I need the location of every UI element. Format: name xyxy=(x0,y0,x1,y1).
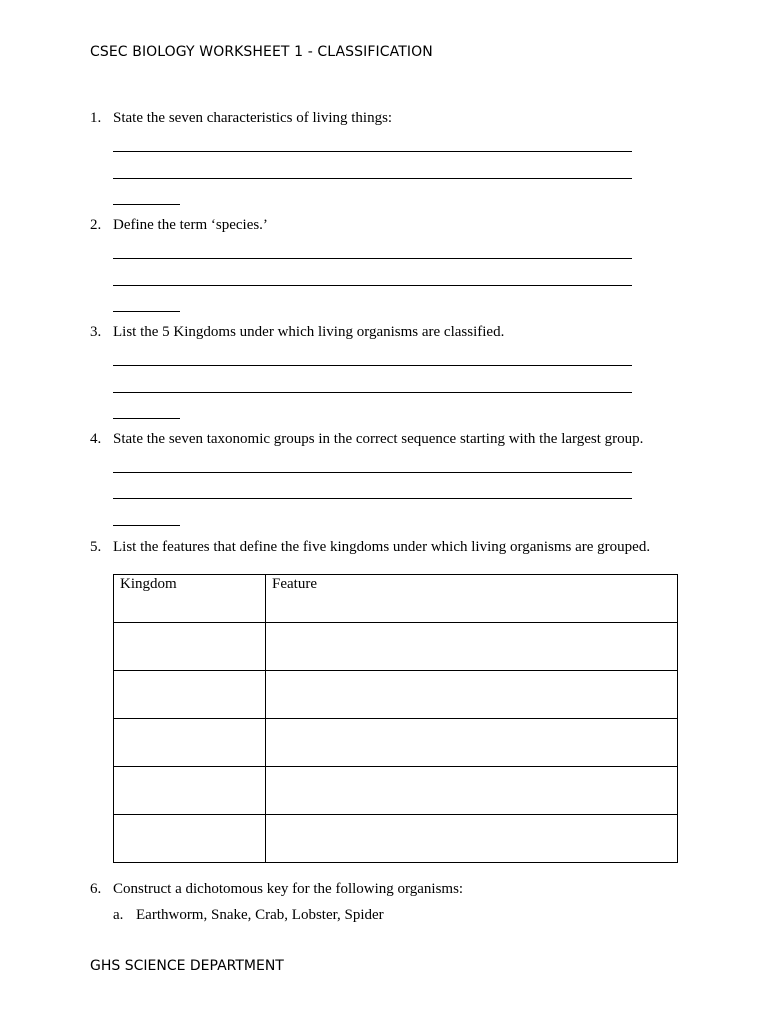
question-number: 2. xyxy=(90,217,102,233)
question-text: Construct a dichotomous key for the following organisms: xyxy=(113,881,464,897)
question-text: List the features that define the five kingdoms under which living organisms are grouped. xyxy=(113,539,651,555)
subquestion-text: Earthworm, Snake, Crab, Lobster, Spider xyxy=(136,907,384,923)
kingdom-cell[interactable] xyxy=(114,719,266,767)
question-text: State the seven characteristics of living things: xyxy=(113,110,393,126)
feature-cell[interactable] xyxy=(266,623,678,671)
answer-line[interactable] xyxy=(113,151,632,152)
kingdom-cell[interactable] xyxy=(114,671,266,719)
department-footer: GHS SCIENCE DEPARTMENT xyxy=(90,958,284,974)
question-number: 5. xyxy=(90,539,102,555)
answer-line[interactable] xyxy=(113,178,632,179)
table-row xyxy=(114,671,678,719)
question-number: 4. xyxy=(90,431,102,447)
answer-line[interactable] xyxy=(113,498,632,499)
answer-line[interactable] xyxy=(113,392,632,393)
answer-line[interactable] xyxy=(113,365,632,366)
column-header-feature: Feature xyxy=(266,575,678,623)
answer-line-short[interactable] xyxy=(113,525,180,526)
table-row xyxy=(114,767,678,815)
question-number: 1. xyxy=(90,110,102,126)
answer-line[interactable] xyxy=(113,472,632,473)
kingdom-cell[interactable] xyxy=(114,815,266,863)
answer-line[interactable] xyxy=(113,258,632,259)
subquestion-letter: a. xyxy=(113,907,124,923)
table-header-row xyxy=(114,575,678,623)
answer-line-short[interactable] xyxy=(113,311,180,312)
question-number: 6. xyxy=(90,881,102,897)
worksheet-title: CSEC BIOLOGY WORKSHEET 1 - CLASSIFICATION xyxy=(90,44,433,60)
question-text: List the 5 Kingdoms under which living organisms are classified. xyxy=(113,324,505,340)
question-number: 3. xyxy=(90,324,102,340)
feature-cell[interactable] xyxy=(266,719,678,767)
column-header-kingdom: Kingdom xyxy=(114,575,266,623)
table-row xyxy=(114,623,678,671)
feature-cell[interactable] xyxy=(266,671,678,719)
question-text: Define the term ‘species.’ xyxy=(113,217,268,233)
answer-line-short[interactable] xyxy=(113,204,180,205)
kingdom-cell[interactable] xyxy=(114,767,266,815)
answer-line-short[interactable] xyxy=(113,418,180,419)
kingdom-feature-table xyxy=(113,574,678,863)
feature-cell[interactable] xyxy=(266,767,678,815)
kingdom-cell[interactable] xyxy=(114,623,266,671)
question-text: State the seven taxonomic groups in the correct sequence starting with the largest group. xyxy=(113,431,644,447)
answer-line[interactable] xyxy=(113,285,632,286)
table-row xyxy=(114,719,678,767)
feature-cell[interactable] xyxy=(266,815,678,863)
table-row xyxy=(114,815,678,863)
